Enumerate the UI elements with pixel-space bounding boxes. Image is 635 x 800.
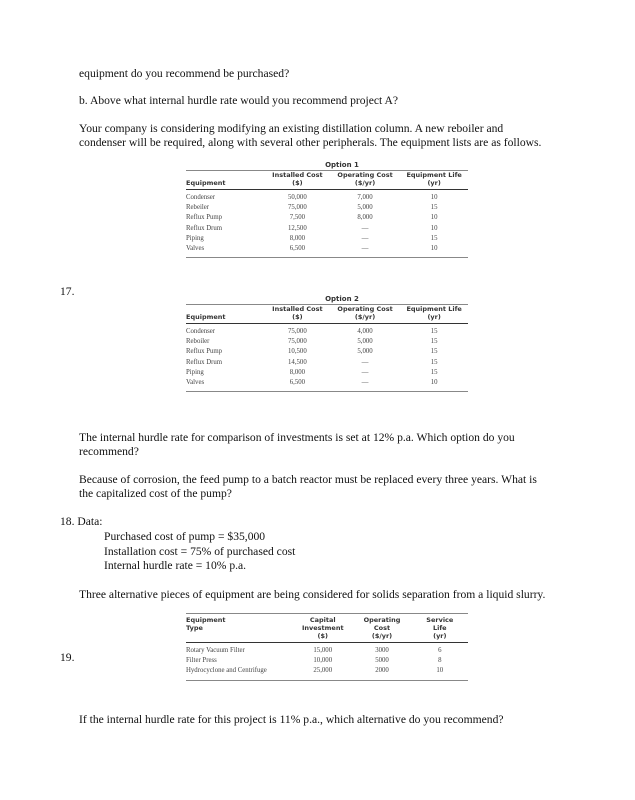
q18-text-1: Because of corrosion, the feed pump to a batch reactor must be replaced every three years. What is [79,473,537,486]
table-row: Condenser 50,000 7,000 10 [186,194,438,201]
column-header: Operating Cost ($/yr) [330,171,401,190]
q18-data-list [104,530,295,574]
column-header: Capital Investment ($) [293,614,352,643]
intro-line-2: b. Above what internal hurdle rate would you recommend project A? [79,94,399,107]
q17-after-2: recommend? [79,445,139,458]
table-row: Valves 6,500 — 10 [186,244,468,258]
column-header: Installed Cost ($) [265,171,330,190]
q18-text-2: the capitalized cost of the pump? [79,487,232,500]
column-header: Equipment Life (yr) [400,171,468,190]
q19-table-block [186,613,468,681]
column-header: Equipment Life (yr) [400,305,468,324]
table-row: Piping 8,000 — 15 [186,234,438,242]
table-row: Reboiler 75,000 5,000 15 [186,338,438,346]
column-header: Equipment Type [186,614,293,643]
table-row: Piping 8,000 — 15 [186,368,438,376]
table-row: Rotary Vacuum Filter 15,000 3000 6 [186,647,442,654]
q17-text-2: condenser will be required, along with several other peripherals. The equipment lists are as follows. [79,136,542,149]
option2-table [186,304,468,392]
q18-data-line: Internal hurdle rate = 10% p.a. [104,559,247,572]
q19-after: If the internal hurdle rate for this project is 11% p.a., which alternative do you recommend? [79,713,504,726]
q17-number: 17. [60,285,75,298]
table-row: Reflux Pump 10,500 5,000 15 [186,348,438,356]
column-header: Equipment [186,171,265,190]
option1-title: Option 1 [325,161,359,169]
q19-number: 19. [60,651,75,664]
column-header: Operating Cost ($/yr) [330,305,401,324]
option2-table-block [186,295,468,392]
table-row: Valves 6,500 — 10 [186,378,468,392]
table-row: Reflux Drum 14,500 — 15 [186,358,438,366]
table-row: Condenser 75,000 4,000 15 [186,328,438,335]
option2-title: Option 2 [325,295,359,303]
table-row: Filter Press 10,000 5000 8 [186,657,442,665]
column-header: Equipment [186,305,265,324]
q18-data-line: Purchased cost of pump = $35,000 [104,530,266,543]
column-header: Operating Cost ($/yr) [352,614,411,643]
column-header: Service Life (yr) [412,614,468,643]
option1-table [186,170,468,258]
q19-text-1: Three alternative pieces of equipment are being considered for solids separation from a liquid slurry. [79,588,546,601]
table-row: Reflux Pump 7,500 8,000 10 [186,214,438,222]
table-row: Hydrocyclone and Centrifuge 25,000 2000 10 [186,666,468,680]
intro-line-1: equipment do you recommend be purchased? [79,67,290,80]
q19-table [186,613,468,681]
q17-after-1: The internal hurdle rate for comparison of investments is set at 12% p.a. Which option do you [79,431,515,444]
q18-number: 18. Data: [60,515,103,528]
q17-text-1: Your company is considering modifying an existing distillation column. A new reboiler and [79,122,504,135]
option1-table-block [186,161,468,258]
table-row: Rebeiler 75,000 5,000 15 [186,204,438,212]
q18-data-line: Installation cost = 75% of purchased cost [104,544,296,558]
table-row: Reflux Drum 12,500 — 10 [186,224,438,232]
column-header: Installed Cost ($) [265,305,330,324]
